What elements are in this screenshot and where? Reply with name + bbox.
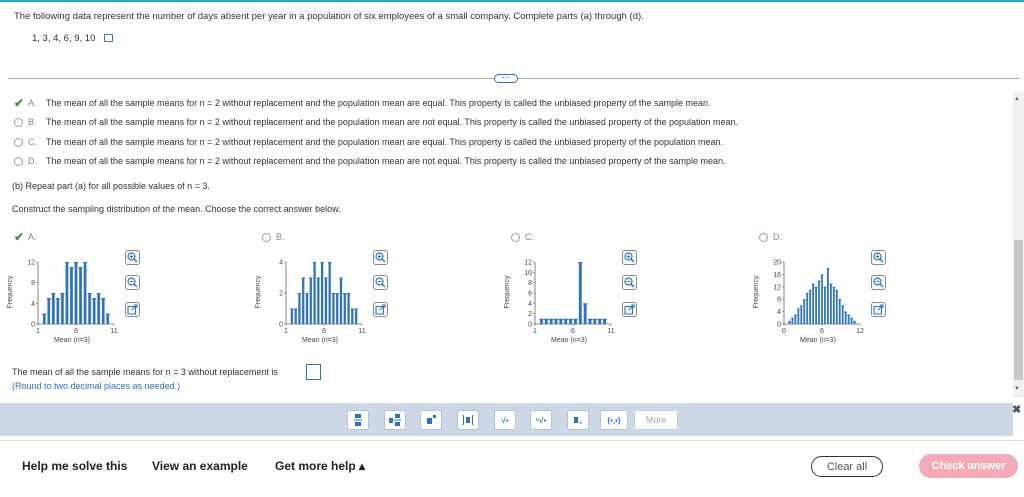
check-answer-button[interactable]: Check answer [919, 454, 1018, 478]
scroll-down-icon[interactable]: ▼ [1014, 386, 1020, 392]
histogram-bar [302, 278, 304, 325]
lens-handle [880, 259, 883, 262]
decimal-tool-button[interactable] [567, 410, 589, 430]
y-tick-label: 2 [279, 290, 283, 298]
zoom-in-icon[interactable] [622, 250, 637, 265]
histogram-bar-cap [106, 314, 110, 315]
histogram-bar-cap [841, 305, 844, 306]
histogram-bar [47, 298, 50, 324]
histogram-bar [102, 298, 105, 324]
histogram-bar-cap [309, 278, 312, 279]
part-b-instruction: Construct the sampling distribution of the mean. Choose the correct answer below. [12, 204, 341, 214]
zoom-out-icon[interactable] [125, 275, 140, 290]
radio-button[interactable] [14, 157, 23, 166]
histogram-bar-cap [827, 268, 830, 269]
histogram-bar [579, 262, 582, 324]
zoom-out-icon[interactable] [871, 275, 886, 290]
radio-button[interactable] [759, 233, 768, 242]
histogram-bar [584, 303, 587, 324]
histogram-bar [43, 314, 46, 324]
histogram-bar [797, 309, 799, 325]
histogram-option-d [748, 252, 868, 348]
histogram-bar [833, 287, 835, 324]
y-tick-label: 0 [31, 321, 35, 329]
x-axis-label: Mean (n=3) [800, 337, 836, 344]
histogram-bar-cap [588, 319, 592, 320]
option-letter: C. [28, 137, 37, 147]
y-tick-label: 12 [524, 259, 532, 267]
nth-root-tool-button[interactable]: ⁿ√▪ [530, 410, 552, 430]
zoom-in-icon[interactable] [125, 250, 140, 265]
histogram-bar [842, 305, 844, 324]
lens-handle [382, 259, 385, 262]
zoom-in-icon[interactable] [871, 250, 886, 265]
scroll-up-icon[interactable]: ▲ [1014, 96, 1020, 102]
y-axis-label: Frequency [504, 275, 511, 309]
histogram-bar [803, 299, 805, 324]
histogram-bar-cap [302, 278, 305, 279]
histogram-bar [75, 262, 78, 324]
chart-option-a[interactable] [14, 229, 37, 244]
histogram-bar [88, 293, 91, 324]
lens-handle [631, 259, 634, 262]
histogram-bar-cap [554, 319, 558, 320]
histogram-bar-cap [583, 303, 587, 304]
histogram-bar [317, 278, 319, 325]
histogram-bar-cap [92, 298, 96, 299]
histogram-bar-cap [354, 309, 357, 310]
histogram-bar [809, 290, 811, 324]
histogram-bar-cap [290, 309, 293, 310]
histogram-bar-cap [850, 318, 853, 319]
histogram-bar-cap [806, 293, 809, 294]
histogram-option-b [250, 252, 370, 348]
chart-option-d[interactable] [759, 232, 782, 242]
part-a-option-b[interactable] [14, 117, 738, 127]
x-tick-label: 6 [571, 328, 575, 335]
view-example-link[interactable]: View an example [152, 459, 248, 473]
histogram-bar-cap [351, 309, 354, 310]
radio-button[interactable] [511, 233, 520, 242]
option-letter: C. [525, 232, 534, 242]
histogram-bar-cap [797, 309, 800, 310]
y-tick-label: 12 [773, 284, 781, 292]
zoom-out-icon[interactable] [373, 275, 388, 290]
y-tick-label: 4 [279, 259, 283, 267]
histogram-bar-cap [347, 293, 350, 294]
y-tick-label: 20 [773, 259, 781, 267]
checkmark-icon: ✔ [14, 95, 25, 110]
x-tick-label: 12 [856, 328, 864, 335]
lens-handle [631, 284, 634, 287]
histogram-bar [827, 268, 829, 324]
histogram-bar-cap [853, 321, 856, 322]
y-axis-label: Frequency [7, 275, 14, 309]
part-b-answer-prompt: The mean of all the sample means for n = 3 without replacement is [12, 367, 278, 377]
rounding-hint: (Round to two decimal places as needed.) [12, 381, 181, 391]
option-letter: A. [28, 98, 37, 108]
histogram-bar-cap [343, 293, 346, 294]
y-tick-label: 0 [777, 321, 781, 329]
histogram-bar-cap [598, 319, 602, 320]
histogram-bar-cap [56, 298, 60, 299]
y-axis-label: Frequency [255, 275, 262, 309]
y-tick-label: 0 [528, 321, 532, 329]
popout-icon[interactable] [622, 302, 637, 317]
part-b-prompt: (b) Repeat part (a) for all possible values of n = 3. [12, 181, 210, 191]
histogram-bar-cap [847, 315, 850, 316]
x-tick-label: 11 [358, 328, 366, 335]
histogram-bar [836, 290, 838, 324]
histogram-bar [298, 293, 300, 324]
histogram-bar-cap [88, 293, 92, 294]
histogram-bar-cap [549, 319, 553, 320]
lens-handle [134, 284, 137, 287]
y-tick-label: 6 [528, 290, 532, 298]
histogram-bar-cap [812, 284, 815, 285]
histogram-bar-cap [564, 319, 568, 320]
histogram-bar [340, 278, 342, 325]
histogram-bar-cap [339, 278, 342, 279]
lens-handle [880, 284, 883, 287]
histogram-bar [66, 262, 69, 324]
x-axis-label: Mean (n=3) [302, 337, 338, 344]
histogram-bar [806, 293, 808, 324]
top-accent-line [0, 0, 1024, 2]
histogram-bar [347, 293, 349, 324]
histogram-bar [332, 293, 334, 324]
histogram-bar [291, 309, 293, 325]
chart-option-c[interactable] [511, 232, 534, 242]
histogram-bar [845, 312, 847, 324]
popout-icon[interactable] [125, 302, 140, 317]
histogram-bar [839, 299, 841, 324]
histogram-bar [325, 278, 327, 325]
close-toolbar-icon[interactable]: ✖ [1012, 404, 1022, 416]
histogram-bar-cap [78, 267, 82, 268]
y-tick-label: 4 [777, 309, 781, 317]
zoom-in-icon[interactable] [373, 250, 388, 265]
option-letter: D. [773, 232, 782, 242]
histogram-option-c [499, 252, 619, 348]
y-axis-label: Frequency [753, 275, 760, 309]
popout-icon[interactable] [373, 302, 388, 317]
y-tick-label: 8 [31, 280, 35, 288]
histogram-bar [61, 293, 64, 324]
histogram-bar [830, 284, 832, 324]
sqrt-tool-button[interactable]: √▪ [494, 410, 516, 430]
histogram-bar [57, 298, 60, 324]
histogram-bar [329, 262, 331, 324]
histogram-bar-cap [838, 299, 841, 300]
superscript-tool-button[interactable] [420, 410, 442, 430]
x-tick-label: 1 [36, 328, 40, 335]
y-tick-label: 4 [528, 300, 532, 308]
chart-option-b[interactable] [262, 232, 285, 242]
question-intro: The following data represent the number of days absent per year in a population of six employees of a small company. Complete parts (a) through (d). [14, 11, 644, 22]
histogram-bar [824, 287, 826, 324]
histogram-bar-cap [65, 262, 69, 263]
x-axis-label: Mean (n=3) [551, 337, 587, 344]
histogram-bar-cap [544, 319, 548, 320]
histogram-bar-cap [593, 319, 597, 320]
histogram-bar-cap [298, 293, 301, 294]
histogram-bar [818, 281, 820, 324]
histogram-bar-cap [559, 319, 563, 320]
histogram-bar-cap [818, 281, 821, 282]
option-text: The mean of all the sample means for n = 2 without replacement and the population mean are equal. This property is called the unbiased property of the population mean. [46, 137, 723, 147]
histogram-bar-cap [539, 319, 543, 320]
get-more-help-link[interactable]: Get more help ▴ [275, 459, 366, 473]
mixed-number-tool-button[interactable] [384, 410, 406, 430]
histogram-bar [355, 309, 357, 325]
scrollbar-thumb[interactable] [1014, 240, 1023, 380]
option-letter: B. [28, 117, 37, 127]
option-text: The mean of all the sample means for n = 2 without replacement and the population mean are not equal. This property is called the unbiased property of the population mean. [46, 117, 739, 127]
histogram-bar [295, 309, 297, 325]
data-values: 1, 3, 4, 6, 9, 10 [32, 33, 96, 44]
histogram-bar [306, 293, 308, 324]
part-a-option-a[interactable] [14, 95, 711, 110]
x-tick-label: 11 [110, 328, 118, 335]
histogram-bar-cap [51, 293, 55, 294]
y-tick-label: 4 [31, 300, 35, 308]
popout-arrow [878, 305, 883, 310]
y-tick-label: 2 [528, 311, 532, 319]
histogram-bar-cap [60, 293, 64, 294]
y-tick-label: 16 [773, 271, 781, 279]
part-a-option-d[interactable] [14, 156, 726, 166]
histogram-bar-cap [324, 278, 327, 279]
option-letter: B. [276, 232, 285, 242]
histogram-bar-cap [320, 262, 323, 263]
histogram-bar-cap [809, 290, 812, 291]
histogram-bar-cap [47, 298, 51, 299]
histogram-bar-cap [101, 298, 105, 299]
histogram-bar-cap [328, 262, 331, 263]
histogram-bar [106, 314, 109, 324]
histogram-bar-cap [568, 319, 572, 320]
histogram-bar [351, 309, 353, 325]
option-letter: D. [28, 156, 37, 166]
radio-button[interactable] [262, 233, 271, 242]
histogram-option-a [2, 252, 122, 348]
checkmark-icon: ✔ [14, 229, 25, 244]
histogram-bar-cap [97, 293, 101, 294]
answer-input[interactable] [306, 364, 321, 380]
histogram-bar [812, 284, 814, 324]
histogram-bar-cap [74, 262, 78, 263]
expand-ellipsis-button[interactable]: ··· [494, 74, 518, 83]
popout-arrow [380, 305, 385, 310]
histogram-bar-cap [317, 278, 320, 279]
copy-data-icon[interactable] [104, 34, 113, 42]
histogram-bar-cap [803, 299, 806, 300]
y-tick-label: 0 [279, 321, 283, 329]
histogram-bar-cap [832, 287, 835, 288]
absolute-value-tool-button[interactable] [457, 410, 479, 430]
histogram-bar-cap [332, 293, 335, 294]
footer-divider [0, 440, 1024, 441]
histogram-bar-cap [83, 262, 87, 263]
histogram-bar-cap [294, 309, 297, 310]
x-tick-label: 11 [607, 328, 615, 335]
option-letter: A. [28, 232, 37, 242]
x-tick-label: 6 [74, 328, 78, 335]
histogram-bar [79, 267, 82, 324]
x-tick-label: 0 [782, 328, 786, 335]
histogram-bar [815, 287, 817, 324]
option-text: The mean of all the sample means for n = 2 without replacement and the population mean are equal. This property is called the unbiased property of the sample mean. [46, 98, 711, 108]
ordered-pair-tool-button[interactable]: (▪,▪) [600, 410, 628, 430]
y-tick-label: 8 [528, 280, 532, 288]
histogram-bar-cap [69, 267, 73, 268]
histogram-bar-cap [844, 312, 847, 313]
histogram-bar [70, 267, 73, 324]
histogram-bar-cap [578, 262, 582, 263]
x-axis-label: Mean (n=3) [54, 337, 90, 344]
option-text: The mean of all the sample means for n = 2 without replacement and the population mean are not equal. This property is called the unbiased property of the sample mean. [46, 156, 726, 166]
histogram-bar-cap [336, 293, 339, 294]
histogram-bar [336, 293, 338, 324]
radio-button[interactable] [14, 118, 23, 127]
histogram-bar-cap [824, 287, 827, 288]
x-tick-label: 6 [322, 328, 326, 335]
more-tools-button[interactable]: More [634, 410, 678, 430]
histogram-bar-cap [821, 274, 824, 275]
y-tick-label: 10 [524, 269, 532, 277]
histogram-bar [52, 293, 55, 324]
popout-arrow [132, 305, 137, 310]
histogram-bar [321, 262, 323, 324]
lens-handle [134, 259, 137, 262]
histogram-bar [93, 298, 96, 324]
x-tick-label: 1 [533, 328, 537, 335]
histogram-bar-cap [42, 314, 46, 315]
histogram-bar [800, 305, 802, 324]
popout-arrow [629, 305, 634, 310]
histogram-bar [344, 293, 346, 324]
part-a-option-c[interactable] [14, 137, 723, 147]
histogram-bar [310, 278, 312, 325]
histogram-bar-cap [788, 321, 791, 322]
fraction-tool-button[interactable] [347, 410, 369, 430]
histogram-bar-cap [794, 315, 797, 316]
histogram-bar-cap [835, 290, 838, 291]
histogram-bar [84, 262, 87, 324]
popout-icon[interactable] [871, 302, 886, 317]
y-tick-label: 12 [27, 259, 35, 267]
histogram-bar [313, 262, 315, 324]
clear-all-button[interactable]: Clear all [811, 456, 883, 477]
zoom-out-icon[interactable] [622, 275, 637, 290]
histogram-bar-cap [573, 319, 577, 320]
lens-handle [382, 284, 385, 287]
histogram-bar [821, 274, 823, 324]
histogram-bar-cap [791, 318, 794, 319]
histogram-bar-cap [602, 319, 606, 320]
y-tick-label: 8 [777, 296, 781, 304]
radio-button[interactable] [14, 138, 23, 147]
x-tick-label: 6 [820, 328, 824, 335]
histogram-bar-cap [815, 287, 818, 288]
histogram-bar-cap [313, 262, 316, 263]
histogram-bar-cap [800, 305, 803, 306]
histogram-bar-cap [305, 293, 308, 294]
histogram-bar [795, 315, 797, 324]
x-tick-label: 1 [284, 328, 288, 335]
histogram-bar-cap [830, 284, 833, 285]
histogram-bar [97, 293, 100, 324]
histogram-bar [848, 315, 850, 324]
help-me-solve-link[interactable]: Help me solve this [22, 459, 128, 473]
